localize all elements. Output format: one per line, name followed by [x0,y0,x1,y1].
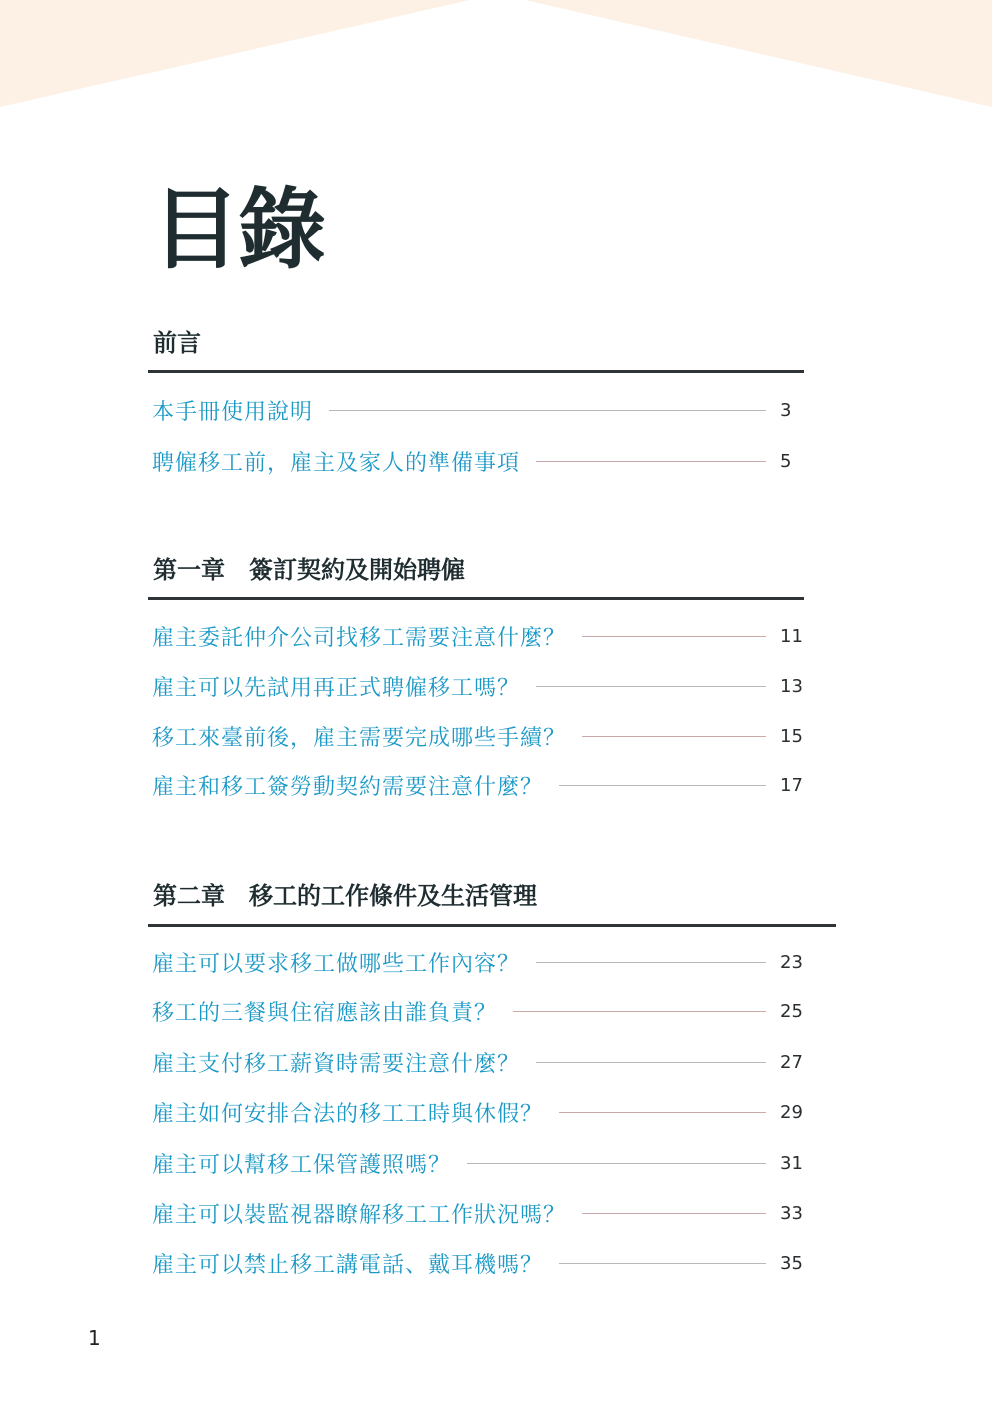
section-heading: 第一章 簽訂契約及開始聘僱 [153,556,465,584]
toc-entry-page: 35 [780,1252,803,1274]
toc-entry[interactable] [152,1198,804,1228]
toc-entry-page: 31 [780,1152,803,1174]
toc-entry[interactable] [152,671,804,701]
leader-line [536,962,766,963]
toc-entry-page: 25 [780,1000,803,1022]
leader-line [513,1011,766,1012]
toc-entry-title[interactable]: 雇主如何安排合法的移工工時與休假？ [152,1101,544,1127]
section-divider [148,924,836,927]
toc-entry[interactable] [152,721,804,751]
leader-line [559,1112,766,1113]
toc-entry[interactable] [152,395,804,425]
toc-entry-page: 27 [780,1051,803,1073]
leader-line [536,686,766,687]
toc-entry-page: 11 [780,625,803,647]
leader-line [582,736,766,737]
page-number: 1 [88,1326,101,1350]
toc-entry-page: 13 [780,675,803,697]
leader-line [467,1163,766,1164]
toc-entry-title[interactable]: 雇主可以先試用再正式聘僱移工嗎？ [152,675,521,701]
toc-entry-page: 33 [780,1202,803,1224]
page-title: 目錄 [152,178,325,281]
toc-entry-title[interactable]: 雇主委託仲介公司找移工需要注意什麼？ [152,625,567,651]
section-divider [148,597,804,600]
toc-entry-title[interactable]: 聘僱移工前，雇主及家人的準備事項 [152,450,521,476]
toc-entry[interactable] [152,770,804,800]
toc-entry-title[interactable]: 移工的三餐與住宿應該由誰負責？ [152,1000,498,1026]
toc-entry-page: 5 [780,450,792,472]
toc-entry-page: 15 [780,725,803,747]
leader-line [559,1263,766,1264]
toc-entry-title[interactable]: 雇主和移工簽勞動契約需要注意什麼？ [152,774,544,800]
toc-entry[interactable] [152,1097,804,1127]
leader-line [582,1213,766,1214]
toc-entry[interactable] [152,1148,804,1178]
leader-line [329,410,766,411]
toc-entry-title[interactable]: 雇主可以禁止移工講電話、戴耳機嗎？ [152,1252,544,1278]
leader-line [536,1062,766,1063]
toc-entry-page: 29 [780,1101,803,1123]
toc-entry[interactable] [152,1248,804,1278]
toc-entry-page: 17 [780,774,803,796]
toc-entry[interactable] [152,446,804,476]
toc-entry-title[interactable]: 雇主支付移工薪資時需要注意什麼？ [152,1051,521,1077]
toc-entry-title[interactable]: 本手冊使用說明 [152,399,314,425]
header-banner [0,0,992,120]
leader-line [536,461,766,462]
toc-entry[interactable] [152,996,804,1026]
leader-line [582,636,766,637]
toc-entry[interactable] [152,1047,804,1077]
toc-entry-title[interactable]: 雇主可以裝監視器瞭解移工工作狀況嗎？ [152,1202,567,1228]
toc-entry-title[interactable]: 雇主可以要求移工做哪些工作內容？ [152,951,521,977]
toc-entry-page: 3 [780,399,792,421]
leader-line [559,785,766,786]
toc-entry[interactable] [152,947,804,977]
section-heading: 前言 [153,329,201,357]
toc-entry-title[interactable]: 雇主可以幫移工保管護照嗎？ [152,1152,452,1178]
toc-entry[interactable] [152,621,804,651]
toc-entry-page: 23 [780,951,803,973]
section-divider [148,370,804,373]
section-heading: 第二章 移工的工作條件及生活管理 [153,882,537,910]
toc-entry-title[interactable]: 移工來臺前後，雇主需要完成哪些手續？ [152,725,567,751]
